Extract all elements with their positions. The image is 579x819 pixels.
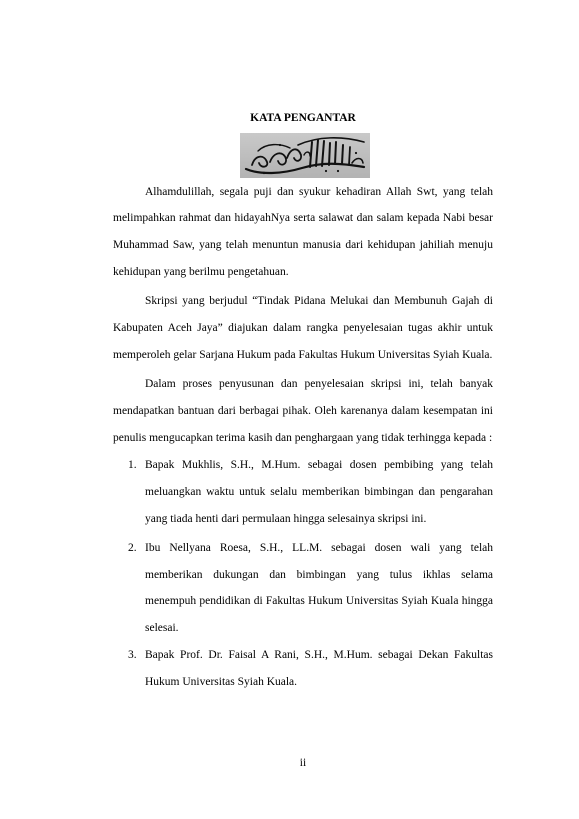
list-item-line: Hukum Universitas Syiah Kuala. [145,676,298,688]
list-item-line: Bapak Prof. Dr. Faisal A Rani, S.H., M.Hum. sebagai Dekan Fakultas [145,649,493,661]
paragraph-line: mendapatkan bantuan dari berbagai pihak. Oleh karenanya dalam kesempatan ini [113,405,493,417]
paragraph-line: penulis mengucapkan terima kasih dan penghargaan yang tidak terhingga kepada : [113,432,493,444]
paragraph-line: Skripsi yang berjudul “Tindak Pidana Melukai dan Membunuh Gajah di [145,295,493,307]
page-number: ii [299,757,307,769]
list-item-line: yang tiada henti dari permulaan hingga selesainya skripsi ini. [145,513,427,525]
bismillah-calligraphy [240,133,370,178]
list-item-line: selesai. [145,622,179,634]
list-item-line: Ibu Nellyana Roesa, S.H., LL.M. sebagai dosen wali yang telah [145,542,493,554]
paragraph-line: melimpahkan rahmat dan hidayahNya serta salawat dan salam kepada Nabi besar [113,212,493,224]
paragraph-line: Alhamdulillah, segala puji dan syukur kehadiran Allah Swt, yang telah [145,186,493,198]
list-item-number: 3. [128,649,137,661]
paragraph-line: memperoleh gelar Sarjana Hukum pada Fakultas Hukum Universitas Syiah Kuala. [113,349,493,361]
list-item-line: Bapak Mukhlis, S.H., M.Hum. sebagai dosen pembibing yang telah [145,459,493,471]
paragraph-line: Kabupaten Aceh Jaya” diajukan dalam rangka penyelesaian tugas akhir untuk [113,322,493,334]
list-item-number: 1. [128,459,137,471]
list-item-number: 2. [128,542,137,554]
page-title: KATA PENGANTAR [250,112,356,124]
paragraph-line: Muhammad Saw, yang telah menuntun manusia dari kehidupan jahiliah menuju [113,239,493,251]
list-item-line: meluangkan waktu untuk selalu memberikan bimbingan dan pengarahan [145,486,493,498]
list-item-line: memberikan dukungan dan bimbingan yang tulus ikhlas selama [145,569,493,581]
paragraph-line: Dalam proses penyusunan dan penyelesaian skripsi ini, telah banyak [145,378,493,390]
list-item-line: menempuh pendidikan di Fakultas Hukum Universitas Syiah Kuala hingga [145,595,493,607]
paragraph-line: kehidupan yang berilmu pengetahuan. [113,266,289,278]
